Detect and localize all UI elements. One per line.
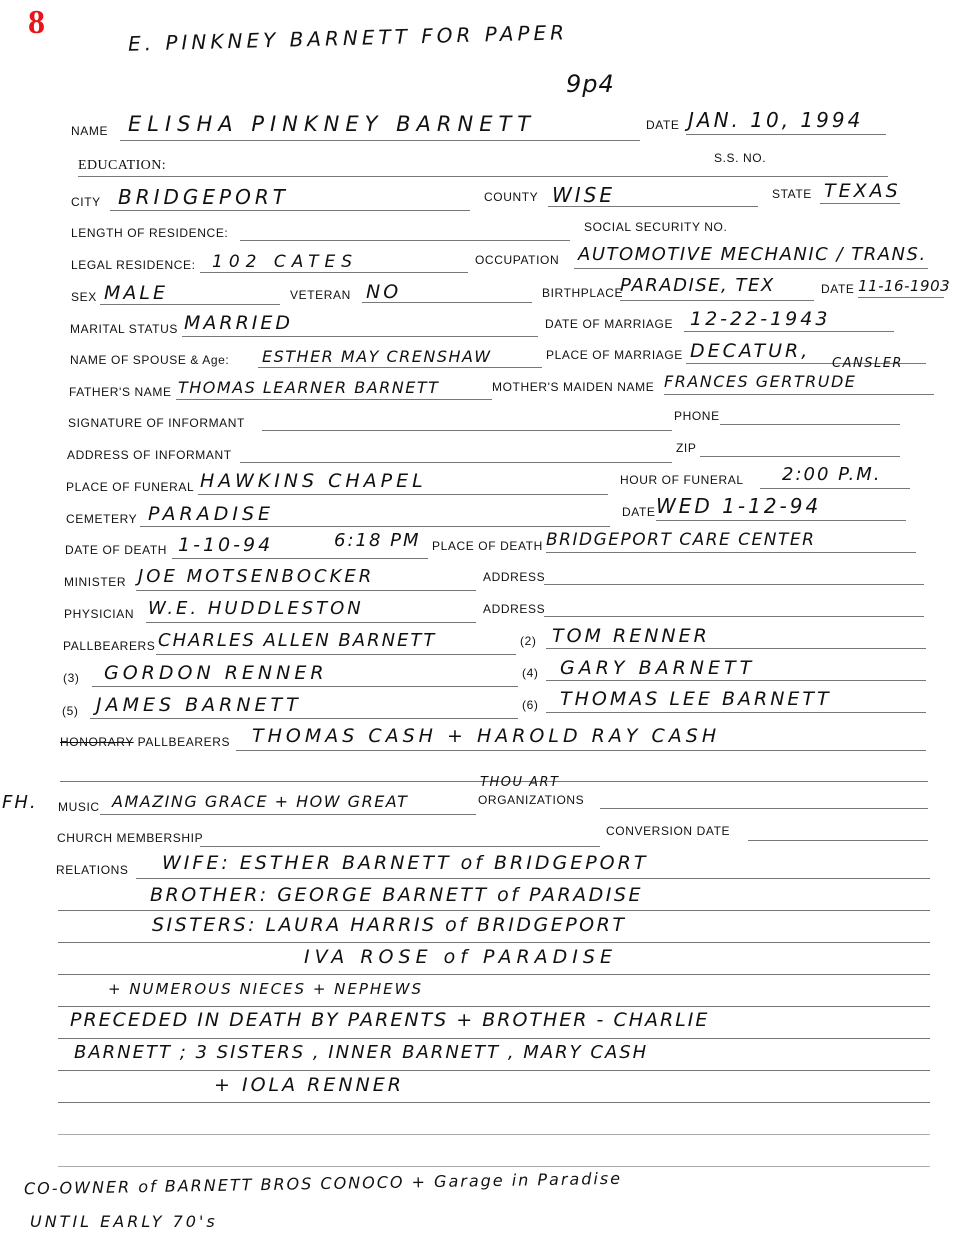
- margin-note: 9p4: [566, 70, 615, 98]
- pallbearer-1: CHARLES ALLEN BARNETT: [158, 630, 437, 651]
- pallbearer-6: THOMAS LEE BARNETT: [560, 688, 832, 710]
- date-of-death-label: DATE OF DEATH: [65, 543, 168, 557]
- county-label: COUNTY: [484, 190, 539, 204]
- pallbearer-4: GARY BARNETT: [560, 657, 756, 679]
- mothers-maiden-name-above: CANSLER: [832, 356, 903, 371]
- minister-label: MINISTER: [64, 575, 127, 589]
- birth-date-value: 11-16-1903: [858, 277, 951, 295]
- honorary-label-rest: PALLBEARERS: [137, 735, 231, 749]
- physician-address-label: ADDRESS: [483, 602, 546, 616]
- social-security-label: SOCIAL SECURITY NO.: [584, 220, 728, 234]
- county-value: WISE: [552, 183, 616, 207]
- place-of-marriage-label: PLACE OF MARRIAGE: [546, 348, 683, 362]
- birthplace-label: BIRTHPLACE: [542, 286, 624, 300]
- address-of-informant-label: ADDRESS OF INFORMANT: [67, 448, 232, 462]
- pallbearer-5-number: (5): [62, 704, 79, 718]
- fathers-name-value: THOMAS LEARNER BARNETT: [178, 378, 440, 397]
- birthplace-value: PARADISE, TEX: [620, 275, 775, 296]
- relation-line-6: PRECEDED IN DEATH BY PARENTS + BROTHER - CHARLIE: [70, 1009, 710, 1031]
- date-value: JAN. 10, 1994: [688, 108, 864, 132]
- place-of-death-value: BRIDGEPORT CARE CENTER: [546, 530, 816, 550]
- pallbearer-4-number: (4): [522, 666, 539, 680]
- occupation-label: OCCUPATION: [475, 253, 560, 267]
- mothers-maiden-name-value: FRANCES GERTRUDE: [664, 372, 857, 391]
- place-of-marriage-value: DECATUR,: [690, 340, 811, 362]
- header-note: E. PINKNEY BARNETT FOR PAPER: [127, 20, 569, 56]
- state-label: STATE: [772, 187, 812, 201]
- honorary-struck-word: HONORARY: [60, 735, 134, 749]
- birth-date-label: DATE: [821, 282, 855, 296]
- pallbearer-6-number: (6): [522, 698, 539, 712]
- mothers-maiden-name-label: MOTHER'S MAIDEN NAME: [492, 380, 655, 394]
- footer-note-2: UNTIL EARLY 70's: [30, 1212, 218, 1231]
- legal-residence-label: LEGAL RESIDENCE:: [71, 258, 196, 272]
- minister-address-label: ADDRESS: [483, 570, 546, 584]
- name-value: ELISHA PINKNEY BARNETT: [128, 112, 537, 136]
- funeral-date-label: DATE: [622, 505, 656, 519]
- veteran-value: NO: [366, 281, 402, 303]
- phone-label: PHONE: [674, 409, 720, 423]
- relations-label: RELATIONS: [56, 863, 129, 877]
- minister-value: JOE MOTSENBOCKER: [138, 566, 375, 587]
- honorary-pallbearers-value: THOMAS CASH + HAROLD RAY CASH: [252, 725, 721, 747]
- page-number: 8: [28, 4, 45, 41]
- date-of-marriage-value: 12-22-1943: [690, 308, 831, 330]
- funeral-date-value: WED 1-12-94: [656, 494, 822, 518]
- music-value-above: THOU ART: [480, 775, 560, 790]
- hour-of-funeral-value: 2:00 P.M.: [782, 464, 882, 485]
- time-of-death-value: 6:18 PM: [334, 530, 421, 551]
- date-label: DATE: [646, 118, 680, 132]
- relation-line-1: WIFE: ESTHER BARNETT of BRIDGEPORT: [162, 852, 649, 874]
- place-of-funeral-label: PLACE OF FUNERAL: [66, 480, 195, 494]
- physician-value: W.E. HUDDLESTON: [148, 598, 364, 619]
- place-of-death-label: PLACE OF DEATH: [432, 539, 543, 553]
- date-of-marriage-label: DATE OF MARRIAGE: [545, 317, 674, 331]
- ss-no-label: S.S. NO.: [714, 151, 767, 165]
- city-label: CITY: [71, 195, 101, 209]
- state-value: TEXAS: [824, 180, 901, 202]
- education-label: EDUCATION:: [78, 158, 166, 173]
- occupation-value: AUTOMOTIVE MECHANIC / TRANS.: [578, 244, 927, 265]
- organizations-label: ORGANIZATIONS: [478, 793, 585, 807]
- conversion-date-label: CONVERSION DATE: [606, 824, 731, 838]
- church-membership-label: CHURCH MEMBERSHIP: [57, 831, 204, 845]
- relation-line-8: + IOLA RENNER: [214, 1074, 404, 1096]
- fathers-name-label: FATHER'S NAME: [69, 385, 172, 399]
- marital-status-label: MARITAL STATUS: [70, 322, 178, 336]
- date-of-death-value: 1-10-94: [178, 534, 274, 556]
- pallbearer-5: JAMES BARNETT: [96, 694, 302, 716]
- pallbearer-3-number: (3): [63, 671, 80, 685]
- cemetery-label: CEMETERY: [66, 512, 138, 526]
- marital-status-value: MARRIED: [184, 312, 294, 334]
- relation-line-3: SISTERS: LAURA HARRIS of BRIDGEPORT: [152, 914, 627, 936]
- sex-label: SEX: [71, 290, 97, 304]
- pallbearer-2-number: (2): [520, 634, 537, 648]
- hour-of-funeral-label: HOUR OF FUNERAL: [620, 473, 744, 487]
- relation-line-5: + NUMEROUS NIECES + NEPHEWS: [108, 980, 424, 998]
- cemetery-value: PARADISE: [148, 503, 275, 525]
- veteran-label: VETERAN: [290, 288, 351, 302]
- city-value: BRIDGEPORT: [118, 185, 289, 209]
- music-margin-note: FH.: [2, 792, 38, 813]
- zip-label: ZIP: [676, 441, 697, 455]
- name-label: NAME: [71, 124, 109, 138]
- footer-note-1: CO-OWNER of BARNETT BROS CONOCO + Garage in Paradise: [23, 1168, 623, 1199]
- honorary-pallbearers-label: [60, 735, 230, 749]
- legal-residence-value: 102 CATES: [212, 252, 359, 272]
- relation-line-2: BROTHER: GEORGE BARNETT of PARADISE: [150, 884, 643, 906]
- physician-label: PHYSICIAN: [64, 607, 135, 621]
- length-of-residence-label: LENGTH OF RESIDENCE:: [71, 226, 229, 240]
- pallbearers-label: PALLBEARERS: [63, 639, 156, 653]
- pallbearer-3: GORDON RENNER: [104, 662, 328, 684]
- spouse-value: ESTHER MAY CRENSHAW: [262, 347, 492, 366]
- music-value: AMAZING GRACE + HOW GREAT: [112, 792, 409, 811]
- relation-line-4: IVA ROSE of PARADISE: [304, 946, 617, 968]
- place-of-funeral-value: HAWKINS CHAPEL: [200, 470, 427, 492]
- relation-line-7: BARNETT ; 3 SISTERS , INNER BARNETT , MARY CASH: [74, 1042, 649, 1063]
- spouse-label: NAME OF SPOUSE & Age:: [70, 353, 230, 367]
- sex-value: MALE: [104, 282, 168, 304]
- signature-label: SIGNATURE OF INFORMANT: [68, 416, 245, 430]
- pallbearer-2: TOM RENNER: [552, 625, 710, 647]
- music-label: MUSIC: [58, 800, 100, 814]
